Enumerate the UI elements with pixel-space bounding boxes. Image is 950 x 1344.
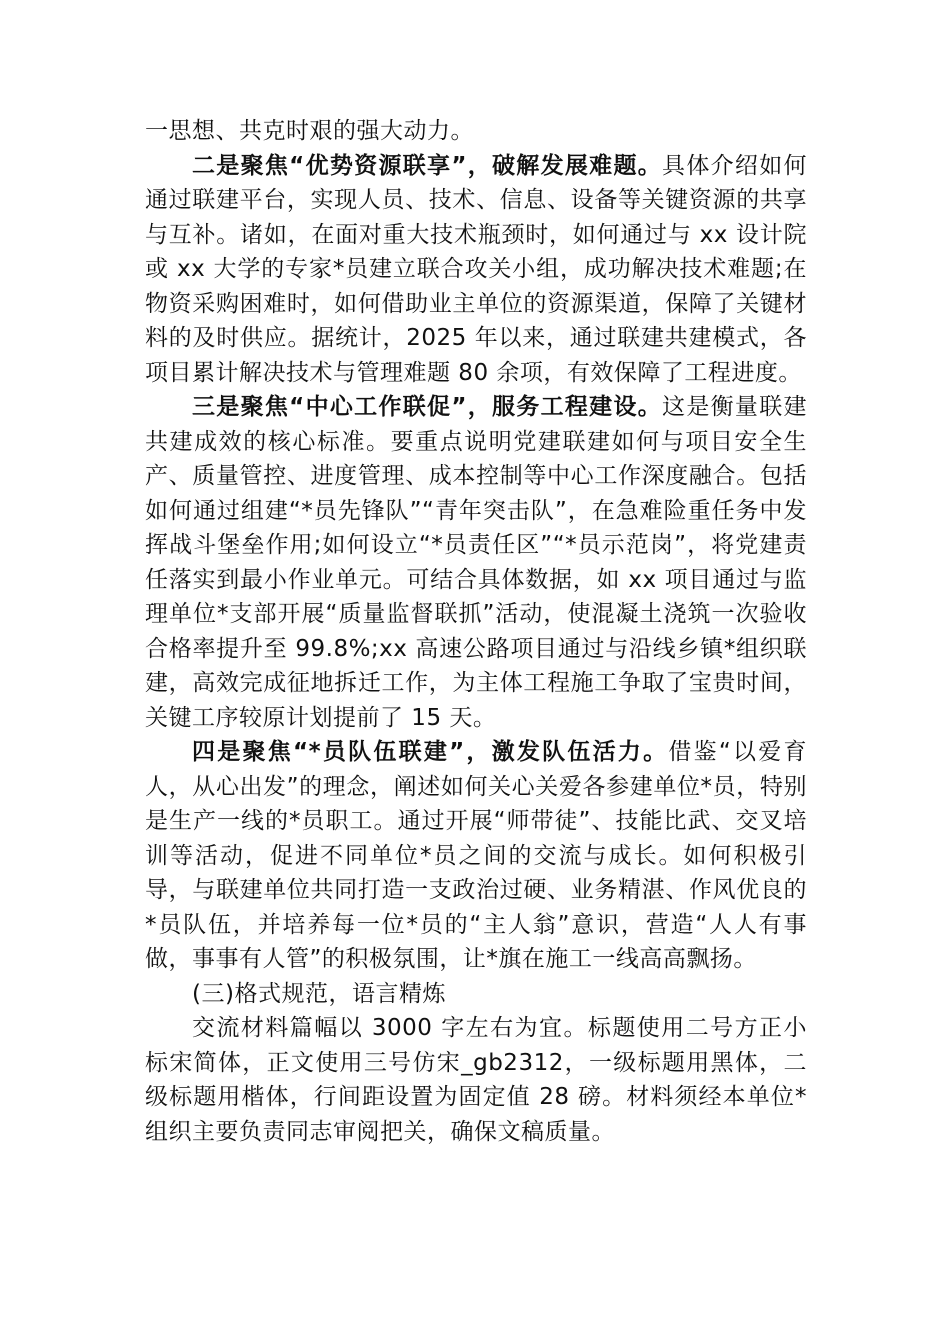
paragraph-lead-heading: 三是聚焦“中心工作联促”，服务工程建设。: [192, 394, 663, 420]
paragraph-format-requirements: [145, 1011, 807, 1149]
paragraph-lead-heading: 二是聚焦“优势资源联享”，破解发展难题。: [192, 152, 663, 179]
paragraph-text: 具体介绍如何通过联建平台，实现人员、技术、信息、设备等关键资源的共享与互补。诸如，在面对重大技术瓶颈时，如何通过与 xx 设计院或 xx 大学的专家*员建立联合攻关小组，成功解决技术难题;在物资采购困难时，如何借助业主单位的资源渠道，保障了关键材料的及时供应。据统计，2025 年以来，通过联建共建模式，各项目累计解决技术与管理难题 80 余项，有效保障了工程进度。: [145, 152, 808, 386]
paragraph-continuation: [145, 114, 807, 149]
paragraph-text: 借鉴“以爱育人，从心出发”的理念，阐述如何关心关爱各参建单位*员，特别是生产一线的*员职工。通过开展“师带徒”、技能比武、交叉培训等活动，促进不同单位*员之间的交流与成长。如何积极引导，与联建单位共同打造一支政治过硬、业务精湛、作风优良的*员队伍，并培养每一位*员的“主人翁”意识，营造“人人有事做，事事有人管”的积极氛围，让*旗在施工一线高高飘扬。: [145, 739, 808, 972]
paragraph-lead-heading: 四是聚焦“*员队伍联建”，激发队伍活力。: [192, 739, 669, 765]
paragraph-resource-sharing: [145, 149, 807, 391]
section-heading-format: [145, 977, 807, 1012]
paragraph-text: 交流材料篇幅以 3000 字左右为宜。标题使用二号方正小标宋简体，正文使用三号仿宋_gb2312，一级标题用黑体，二级标题用楷体，行间距设置为固定值 28 磅。材料须经本单位*组织主要负责同志审阅把关，确保文稿质量。: [145, 1015, 807, 1145]
paragraph-central-work: [145, 390, 807, 735]
section-heading-text: (三)格式规范，语言精炼: [192, 980, 446, 1007]
paragraph-text: 一思想、共克时艰的强大动力。: [145, 118, 474, 144]
paragraph-team-building: [145, 735, 807, 977]
document-page: [145, 114, 807, 1149]
paragraph-text: 这是衡量联建共建成效的核心标准。要重点说明党建联建如何与项目安全生产、质量管控、进度管理、成本控制等中心工作深度融合。包括如何通过组建“*员先锋队”“青年突击队”，在急难险重任务中发挥战斗堡垒作用;如何设立“*员责任区”“*员示范岗”，将党建责任落实到最小作业单元。可结合具体数据，如 xx 项目通过与监理单位*支部开展“质量监督联抓”活动，使混凝土浇筑一次验收合格率提升至 99.8%;xx 高速公路项目通过与沿线乡镇*组织联建，高效完成征地拆迁工作，为主体工程施工争取了宝贵时间，关键工序较原计划提前了 15 天。: [145, 394, 808, 731]
